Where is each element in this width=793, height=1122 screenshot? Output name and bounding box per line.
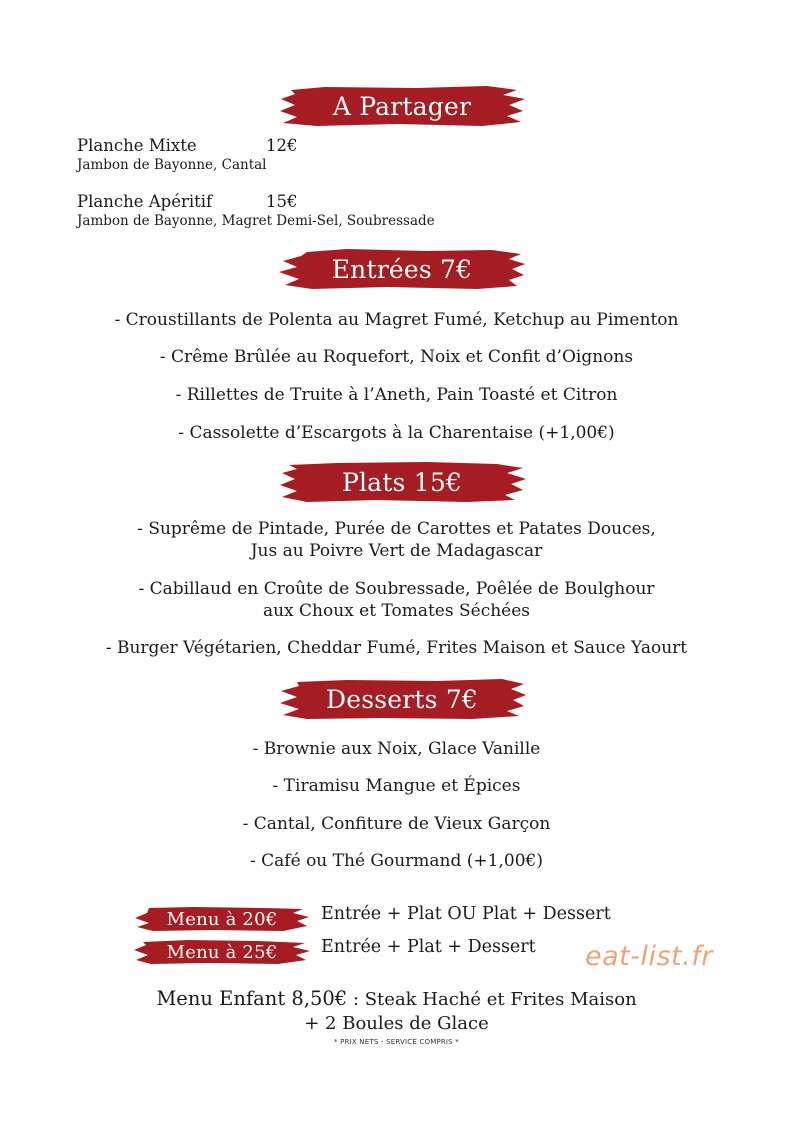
section-banner-desserts [277,677,527,721]
item-price-planche-mixte: 12€ [266,136,298,155]
watermark-eatlist: eat-list.fr [585,941,713,972]
kids-menu-line1 [0,987,793,1012]
menu-20-label: Menu à 20€ [166,908,278,930]
main-item-line: - Burger Végétarien, Cheddar Fumé, Frites Maison et Sauce Yaourt [105,638,688,658]
item-name-planche-aperitif: Planche Apéritif [77,192,213,211]
item-desc-planche-aperitif: Jambon de Bayonne, Magret Demi-Sel, Soubressade [77,213,435,229]
starter-item: - Cassolette d’Escargots à la Charentaise (+1,00€) [178,423,615,443]
kids-menu-desc: : Steak Haché et Frites Maison [347,989,637,1010]
dessert-item: - Cantal, Confiture de Vieux Garçon [242,814,551,834]
section-title-desserts: Desserts 7€ [325,684,479,714]
item-name-planche-mixte: Planche Mixte [77,136,197,155]
dessert-item: - Brownie aux Noix, Glace Vanille [252,739,541,759]
menu-25-label: Menu à 25€ [166,941,278,963]
dessert-item: - Tiramisu Mangue et Épices [272,776,521,796]
main-item-line: Jus au Poivre Vert de Madagascar [250,541,543,561]
menu-20-banner [133,905,311,933]
starter-item: - Rillettes de Truite à l’Aneth, Pain Toasté et Citron [175,385,618,405]
menu-25-desc: Entrée + Plat + Dessert [321,937,536,957]
kids-menu-label: Menu Enfant 8,50€ [156,987,348,1010]
section-title-starters: Entrées 7€ [331,254,473,284]
main-item-line: - Cabillaud en Croûte de Soubressade, Poêlée de Boulghour [138,579,655,599]
section-title-mains: Plats 15€ [341,467,463,497]
section-banner-mains [277,460,527,504]
kids-menu-line2: + 2 Boules de Glace [304,1013,489,1034]
dessert-item: - Café ou Thé Gourmand (+1,00€) [250,851,543,871]
item-price-planche-aperitif: 15€ [266,192,298,211]
section-banner-starters [277,247,527,291]
starter-item: - Crême Brûlée au Roquefort, Noix et Confit d’Oignons [159,347,634,367]
starter-item: - Croustillants de Polenta au Magret Fumé, Ketchup au Pimenton [114,310,679,330]
section-banner-share [277,84,527,128]
main-item-line: aux Choux et Tomates Séchées [262,601,531,621]
main-item-line: - Suprême de Pintade, Purée de Carottes et Patates Douces, [137,519,656,539]
price-footnote: * PRIX NETS - SERVICE COMPRIS * [334,1038,459,1046]
item-desc-planche-mixte: Jambon de Bayonne, Cantal [77,157,267,173]
section-title-share: A Partager [332,91,472,121]
menu-25-banner [133,938,311,966]
menu-20-desc: Entrée + Plat OU Plat + Dessert [321,904,611,924]
